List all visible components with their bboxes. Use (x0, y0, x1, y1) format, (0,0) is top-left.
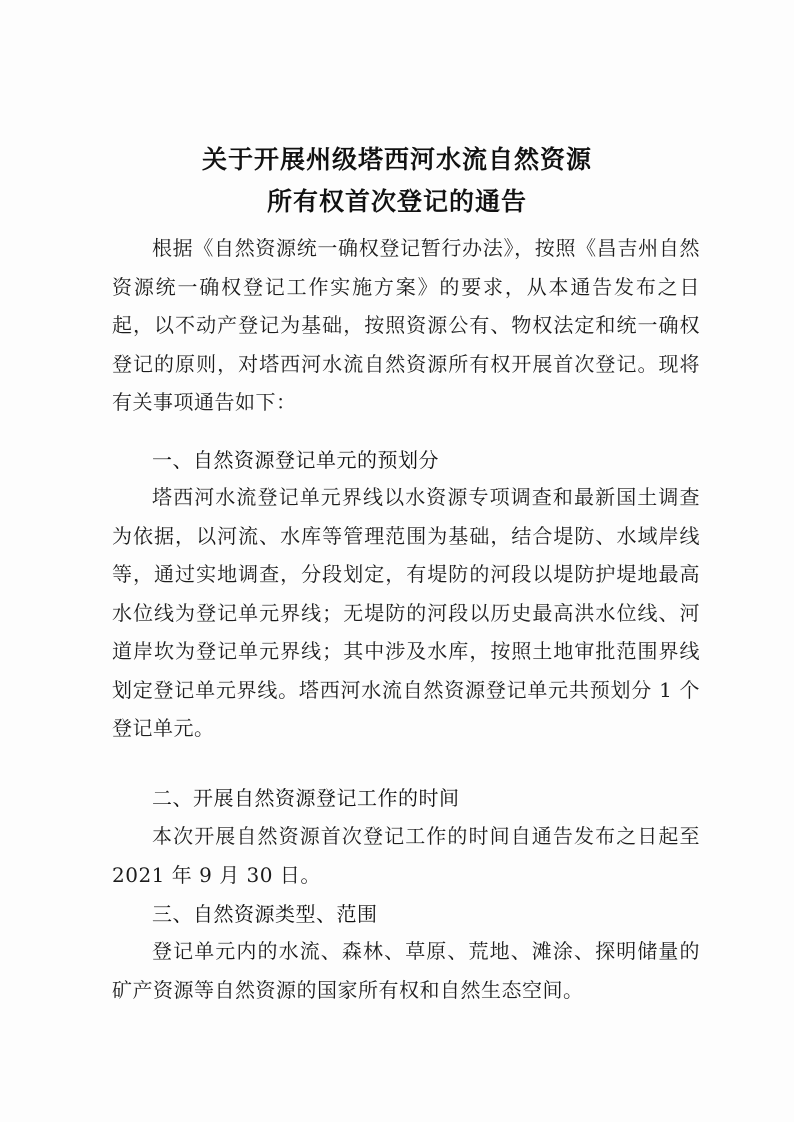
section-heading-3: 三、自然资源类型、范围 (152, 902, 378, 926)
section-body-2: 本次开展自然资源首次登记工作的时间自通告发布之日起至 2021 年 9 月 30 日。 (112, 824, 700, 887)
section-heading-2: 二、开展自然资源登记工作的时间 (152, 786, 460, 810)
intro-paragraph: 根据《自然资源统一确权登记暂行办法》，按照《昌吉州自然资源统一确权登记工作实施方案》的要求，从本通告发布之日起，以不动产登记为基础，按照资源公有、物权法定和统一确权登记的原则，对塔西河水流自然资源所有权开展首次登记。现将有关事项通告如下： (112, 236, 700, 414)
section-heading-1: 一、自然资源登记单元的预划分 (152, 448, 439, 472)
section-body-1: 塔西河水流登记单元界线以水资源专项调查和最新国土调查为依据，以河流、水库等管理范围为基础，结合堤防、水域岸线等，通过实地调查，分段划定，有堤防的河段以堤防护堤地最高水位线为登记单元界线；无堤防的河段以历史最高洪水位线、河道岸坎为登记单元界线；其中涉及水库，按照土地审批范围界线划定登记单元界线。塔西河水流自然资源登记单元共预划分 1 个登记单元。 (112, 485, 700, 740)
document-title-line-1: 关于开展州级塔西河水流自然资源 (201, 145, 592, 174)
section-body-3: 登记单元内的水流、森林、草原、荒地、滩涂、探明储量的矿产资源等自然资源的国家所有权和自然生态空间。 (112, 939, 700, 1002)
document-title-line-2: 所有权首次登记的通告 (266, 187, 527, 216)
